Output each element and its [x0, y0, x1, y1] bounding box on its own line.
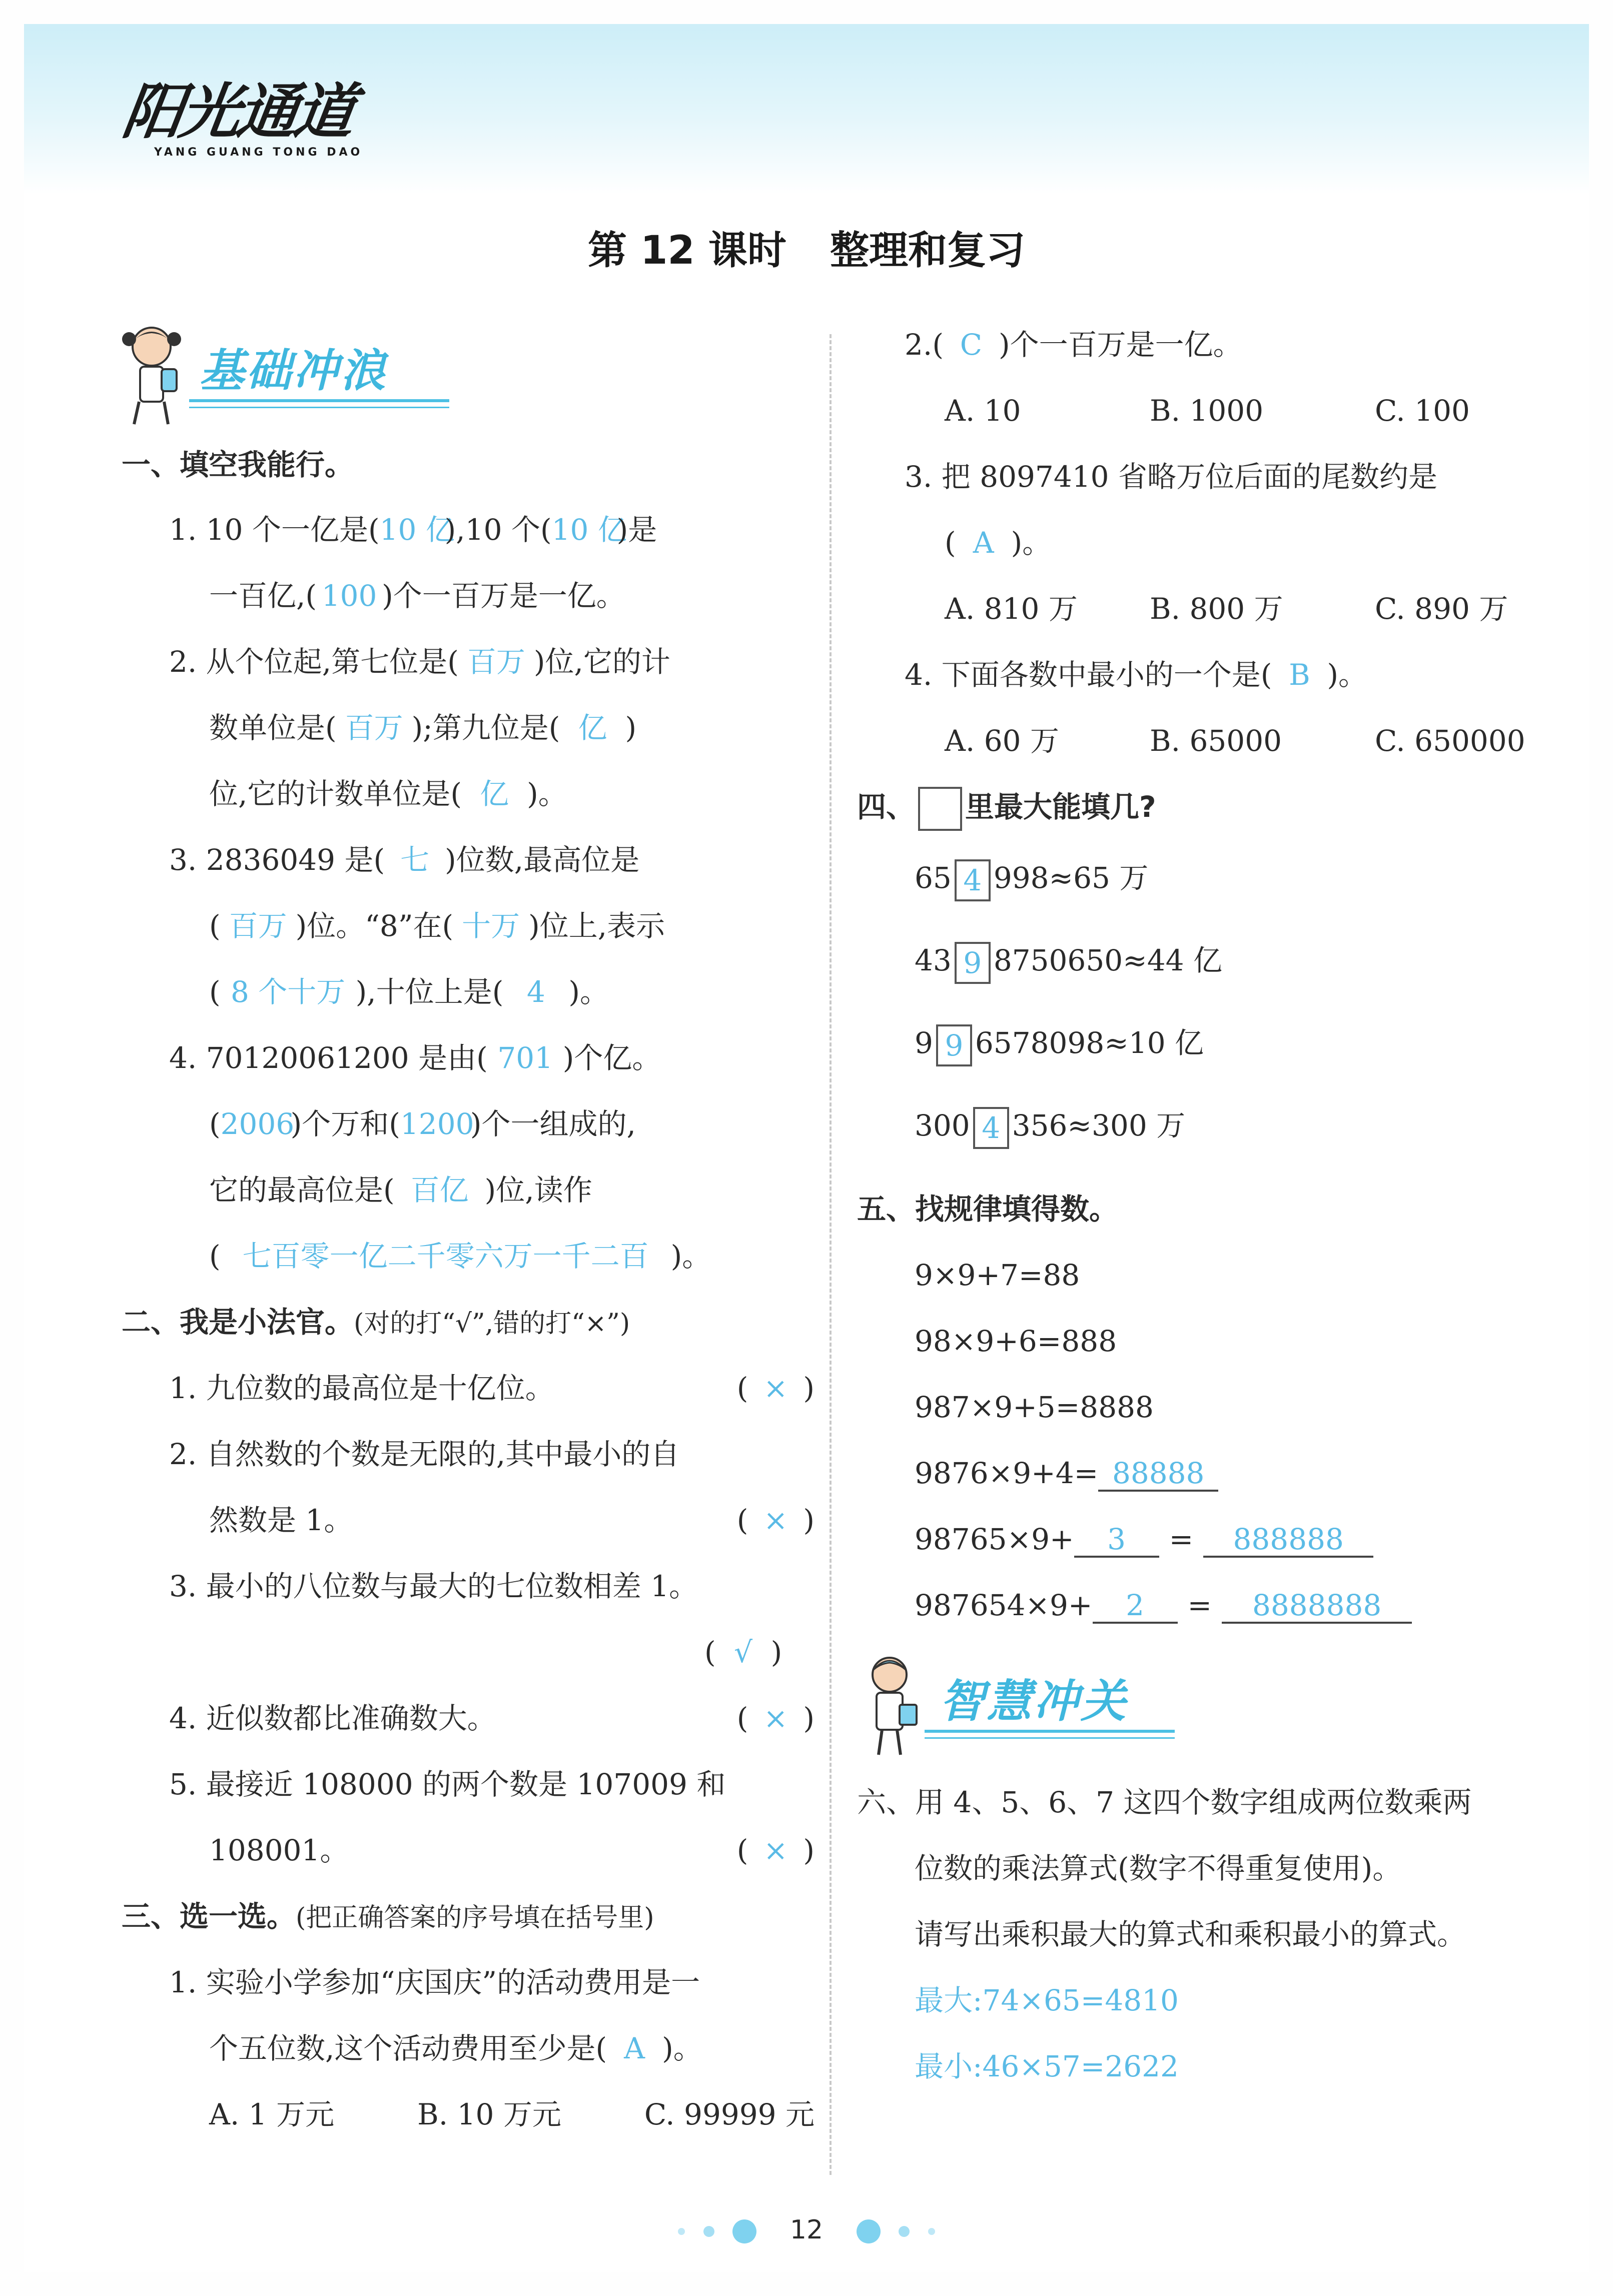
judge-3: 3. 最小的八位数与最大的七位数相差 1。: [169, 1569, 698, 1603]
pattern-5: 98765×9+ 3 = 888888: [915, 1525, 1373, 1558]
wisdom-banner-title: 智慧冲关: [940, 1675, 1128, 1728]
judge-2: 2. 自然数的个数是无限的,其中最小的自: [169, 1437, 680, 1471]
pattern-6: 987654×9+ 2 = 8888888: [915, 1591, 1412, 1624]
dot-icon: [928, 2228, 935, 2235]
choice-2-line: 2.( C )个一百万是一亿。: [905, 328, 1242, 362]
q1-line-2: 一百亿,( 100 )个一百万是一亿。: [209, 579, 625, 613]
lesson-number: 第 12 课时: [587, 228, 786, 273]
q4-line-3: 它的最高位是( 百亿 )位,读作: [209, 1173, 592, 1207]
box-row-1: 65 4 998≈65 万: [915, 859, 1148, 901]
section-2-title: 二、我是小法官。(对的打“√”,错的打“×”): [122, 1305, 630, 1339]
max-answer: 最大:74×65=4810: [915, 1983, 1179, 2017]
choice-2-options: A. 10 B. 1000 C. 100: [945, 394, 1470, 428]
lesson-title: [24, 219, 1589, 275]
section-3-title: 三、选一选。(把正确答案的序号填在括号里): [122, 1899, 654, 1933]
q4-line-4: ( 七百零一亿二千零六万一千二百 )。: [209, 1239, 711, 1273]
choice-3-options: A. 810 万 B. 800 万 C. 890 万: [945, 592, 1508, 626]
pattern-1: 9×9+7=88: [915, 1258, 1080, 1292]
judge-3-answer: ( √ ): [704, 1635, 782, 1669]
q2-line-1: 2. 从个位起,第七位是( 百万 )位,它的计: [169, 645, 670, 679]
banner-underline: [189, 399, 449, 402]
choice-4-line: 4. 下面各数中最小的一个是( B )。: [905, 658, 1368, 692]
judge-2-cont: 然数是 1。 ( × ): [209, 1503, 815, 1537]
q1-line-1: 1. 10 个一亿是(10 亿),10 个(10 亿)是: [169, 513, 657, 547]
choice-4-options: A. 60 万 B. 65000 C. 650000: [945, 724, 1525, 758]
banner-underline-thin: [189, 407, 449, 408]
workbook-page: [24, 24, 1589, 2272]
q2-line-2: 数单位是( 百万 );第九位是( 亿 ): [209, 711, 637, 745]
judge-5-cont: 108001。 ( × ): [209, 1833, 815, 1867]
logo-title: 阳光通道: [118, 78, 357, 147]
banner-underline-thin: [925, 1737, 1175, 1739]
logo-subtitle: YANG GUANG TONG DAO: [154, 146, 363, 159]
dot-icon: [857, 2219, 881, 2243]
pattern-3: 987×9+5=8888: [915, 1390, 1154, 1424]
lesson-name: 整理和复习: [830, 228, 1026, 273]
q4-line-1: 4. 70120061200 是由( 701 )个亿。: [169, 1041, 661, 1075]
pattern-2: 98×9+6=888: [915, 1324, 1117, 1358]
choice-1-line-1: 1. 实验小学参加“庆国庆”的活动费用是一: [169, 1965, 700, 1999]
q3-line-2: ( 百万 )位。“8”在( 十万 )位上,表示: [209, 909, 665, 943]
banner-underline: [925, 1730, 1175, 1733]
pattern-4: 9876×9+4= 88888: [915, 1459, 1218, 1492]
column-divider: [830, 334, 832, 2175]
choice-1-options: A. 1 万元 B. 10 万元 C. 99999 元: [209, 2097, 815, 2131]
choice-3-line-2: ( A )。: [945, 526, 1052, 560]
basic-banner-title: 基础冲浪: [199, 345, 387, 397]
box-row-2: 43 9 8750650≈44 亿: [915, 942, 1222, 984]
section-6-line-3: 请写出乘积最大的算式和乘积最小的算式。: [915, 1917, 1466, 1951]
q3-line-1: 3. 2836049 是( 七 )位数,最高位是: [169, 843, 640, 877]
dot-icon: [703, 2226, 714, 2237]
dot-icon: [899, 2226, 910, 2237]
section-1-title: 一、填空我能行。: [122, 448, 354, 482]
q3-line-3: ( 8 个十万 ),十位上是( 4 )。: [209, 975, 609, 1009]
section-6-line-1: 六、用 4、5、6、7 这四个数字组成两位数乘两: [857, 1785, 1472, 1819]
box-row-4: 300 4 356≈300 万: [915, 1107, 1185, 1149]
girl-icon: [114, 319, 189, 434]
blank-box-icon: [918, 787, 962, 831]
judge-4: 4. 近似数都比准确数大。 ( × ): [169, 1701, 815, 1735]
box-row-3: 9 9 6578098≈10 亿: [915, 1024, 1204, 1066]
logo: [118, 64, 363, 159]
section-4-title: 四、 里最大能填几?: [857, 787, 1156, 831]
dot-icon: [732, 2219, 756, 2243]
judge-1: 1. 九位数的最高位是十亿位。 ( × ): [169, 1371, 815, 1405]
page-footer: [24, 2215, 1589, 2245]
boy-icon: [855, 1650, 925, 1760]
judge-5: 5. 最接近 108000 的两个数是 107009 和: [169, 1767, 726, 1801]
choice-1-line-2: 个五位数,这个活动费用至少是( A )。: [209, 2031, 702, 2065]
dot-icon: [678, 2228, 685, 2235]
q2-line-3: 位,它的计数单位是( 亿 )。: [209, 777, 567, 811]
page-number: 12: [789, 2215, 824, 2245]
choice-3-line-1: 3. 把 8097410 省略万位后面的尾数约是: [905, 460, 1437, 494]
section-6-line-2: 位数的乘法算式(数字不得重复使用)。: [915, 1851, 1402, 1885]
section-5-title: 五、找规律填得数。: [857, 1192, 1119, 1226]
min-answer: 最小:46×57=2622: [915, 2049, 1179, 2083]
q4-line-2: (2006)个万和(1200)个一组成的,: [209, 1107, 636, 1141]
